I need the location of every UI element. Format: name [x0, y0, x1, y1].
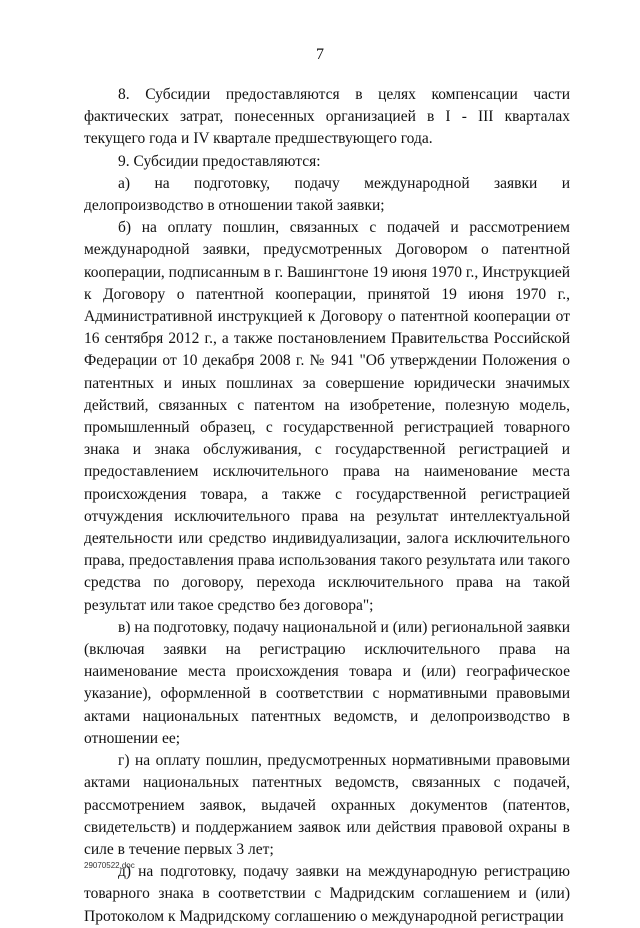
subparagraph-a: а) на подготовку, подачу международной заявки и делопроизводство в отношении такой заявки; [84, 174, 570, 215]
subparagraph-b: б) на оплату пошлин, связанных с подачей и рассмотрением международной заявки, предусмотренных Договором о патентной кооперации, подписанным в г. Вашингтоне 19 июня 1970 г., Инструкцией к Договору о патентной кооперации, принятой 19 июня 1970 г., Административной инструкцией к Договору о патентной кооперации от 16 сентября 2012 г., а также постановлением Правительства Российской Федерации от 10 декабря 2008 г. № 941 "Об утверждении Положения о патентных и иных пошлинах за совершение юридически значимых действий, связанных с патентом на изобретение, полезную модель, промышленный образец, с государственной регистрацией товарного знака и знака обслуживания, с государственной регистрацией и предоставлением исключительного права на наименование места происхождения товара, а также с государственной регистрацией отчуждения исключительного права на результат интеллектуальной деятельности или средство индивидуализации, залога исключительного права, предоставления права использования такого результата или такого средства по договору, перехода исключительного права на такой результат или такое средство без договора"; [84, 219, 570, 614]
subparagraph-g: г) на оплату пошлин, предусмотренных нормативными правовыми актами национальных патентных ведомств, связанных с подачей, рассмотрением заявок, выдачей охранных документов (патентов, свидетельств) и поддержанием заявок или действия правовой охраны в силе в течение первых 3 лет; [84, 752, 570, 858]
subparagraph-v: в) на подготовку, подачу национальной и (или) региональной заявки (включая заявки на регистрацию исключительного права на наименование места происхождения товара и (или) географическое указание), оформленной в соответствии с нормативными правовыми актами национальных патентных ведомств, и делопроизводство в отношении ее; [84, 618, 570, 747]
subparagraph-d: д) на подготовку, подачу заявки на международную регистрацию товарного знака в соответствии с Мадридским соглашением и (или) Протоколом к Мадридскому соглашению о международной регистрации [84, 863, 570, 925]
document-body [84, 84, 570, 928]
paragraph-item-8: 8. Субсидии предоставляются в целях компенсации части фактических затрат, понесенных организацией в I - III кварталах текущего года и IV квартале предшествующего года. [84, 86, 570, 148]
page-number: 7 [316, 46, 324, 63]
paragraph-item-9: 9. Субсидии предоставляются: [118, 152, 321, 170]
document-footer-filename: 29070522.doc [84, 861, 135, 870]
